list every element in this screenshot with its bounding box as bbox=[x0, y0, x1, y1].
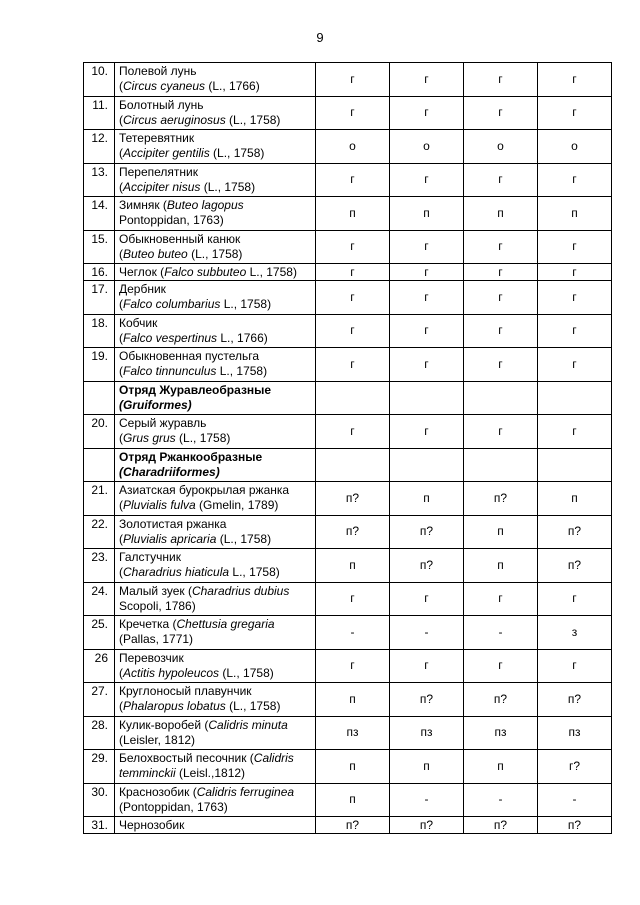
status-cell-1: п bbox=[316, 197, 390, 231]
species-row bbox=[84, 348, 612, 382]
species-name bbox=[115, 415, 316, 449]
status-cell-3: г bbox=[464, 230, 538, 264]
species-row bbox=[84, 515, 612, 549]
russian-name: Полевой лунь bbox=[119, 64, 197, 79]
row-number: 17. bbox=[84, 281, 115, 315]
status-cell-2 bbox=[390, 448, 464, 482]
paren-open: ( bbox=[119, 112, 123, 127]
row-number: 31. bbox=[84, 817, 115, 834]
order-name bbox=[115, 381, 316, 415]
status-cell-2: г bbox=[390, 281, 464, 315]
author-year: (L., 1758) bbox=[200, 179, 256, 194]
species-row bbox=[84, 482, 612, 516]
latin-name: Grus grus bbox=[123, 431, 176, 446]
latin-name: Charadrius hiaticula bbox=[123, 565, 230, 580]
order-russian-name: Отряд Журавлеобразные bbox=[119, 382, 272, 397]
species-row bbox=[84, 750, 612, 784]
status-cell-2: - bbox=[390, 616, 464, 650]
species-row bbox=[84, 817, 612, 834]
paren-open: ( bbox=[119, 297, 123, 312]
status-cell-1: г bbox=[316, 314, 390, 348]
status-cell-2: г bbox=[390, 314, 464, 348]
status-cell-3: г bbox=[464, 415, 538, 449]
row-number: 26 bbox=[84, 649, 115, 683]
row-number: 18. bbox=[84, 314, 115, 348]
paren-open: ( bbox=[119, 699, 123, 714]
paren-open: ( bbox=[119, 665, 123, 680]
author-year: (L., 1758) bbox=[219, 665, 274, 680]
status-cell-1 bbox=[316, 381, 390, 415]
status-cell-2: г bbox=[390, 230, 464, 264]
latin-name: Circus cyaneus bbox=[123, 79, 206, 94]
status-cell-3: п? bbox=[464, 817, 538, 834]
status-cell-1: - bbox=[316, 616, 390, 650]
latin-name: Falco vespertinus bbox=[123, 330, 218, 345]
author-year: (L., 1758) bbox=[175, 431, 231, 446]
species-name bbox=[115, 96, 316, 130]
paren-open: ( bbox=[119, 246, 123, 261]
status-cell-4: з bbox=[538, 616, 612, 650]
status-cell-3: п bbox=[464, 197, 538, 231]
russian-name: Белохвостый песочник ( bbox=[119, 751, 254, 766]
status-cell-4: пз bbox=[538, 716, 612, 750]
status-cell-2: п? bbox=[390, 817, 464, 834]
status-cell-2: г bbox=[390, 582, 464, 616]
order-row bbox=[84, 381, 612, 415]
status-cell-4: г bbox=[538, 264, 612, 281]
status-cell-4: г bbox=[538, 96, 612, 130]
status-cell-1: г bbox=[316, 96, 390, 130]
row-number: 22. bbox=[84, 515, 115, 549]
author-year: L., 1758) bbox=[229, 565, 280, 580]
paren-open: ( bbox=[119, 565, 123, 580]
status-cell-3: г bbox=[464, 649, 538, 683]
latin-genus: Calidris bbox=[253, 751, 294, 766]
russian-name: Серый журавль bbox=[119, 416, 207, 431]
russian-name: Галстучник bbox=[119, 550, 181, 565]
russian-name: Кречетка ( bbox=[119, 617, 177, 632]
latin-species: temminckii bbox=[119, 766, 176, 781]
order-latin-name: (Charadriiformes) bbox=[119, 464, 220, 479]
row-number: 14. bbox=[84, 197, 115, 231]
status-cell-2: п? bbox=[390, 515, 464, 549]
status-cell-4: п bbox=[538, 482, 612, 516]
species-row bbox=[84, 63, 612, 97]
latin-name: Actitis hypoleucos bbox=[123, 665, 220, 680]
status-cell-1: г bbox=[316, 281, 390, 315]
status-cell-4: г bbox=[538, 649, 612, 683]
row-number: 24. bbox=[84, 582, 115, 616]
species-name bbox=[115, 549, 316, 583]
species-row bbox=[84, 130, 612, 164]
status-cell-1: п bbox=[316, 683, 390, 717]
author-year: (Pallas, 1771) bbox=[119, 632, 194, 647]
latin-name: Chettusia gregaria bbox=[176, 617, 275, 632]
status-cell-2: о bbox=[390, 130, 464, 164]
russian-name: Кобчик bbox=[119, 315, 158, 330]
author-year: L., 1766) bbox=[217, 330, 268, 345]
status-cell-1: п bbox=[316, 549, 390, 583]
russian-name: Перевозчик bbox=[119, 650, 184, 665]
author-year: (Leisl.,1812) bbox=[175, 766, 246, 781]
paren-open: ( bbox=[119, 179, 123, 194]
status-cell-4: п? bbox=[538, 515, 612, 549]
species-row bbox=[84, 314, 612, 348]
status-cell-3: г bbox=[464, 96, 538, 130]
row-number: 16. bbox=[84, 264, 115, 281]
status-cell-2: г bbox=[390, 264, 464, 281]
status-cell-3: г bbox=[464, 63, 538, 97]
order-name bbox=[115, 448, 316, 482]
species-name bbox=[115, 716, 316, 750]
species-table bbox=[83, 62, 612, 834]
species-name bbox=[115, 817, 316, 834]
species-name bbox=[115, 314, 316, 348]
author-year: (L., 1766) bbox=[205, 79, 260, 94]
row-number: 23. bbox=[84, 549, 115, 583]
species-row bbox=[84, 549, 612, 583]
species-row bbox=[84, 683, 612, 717]
author-year: Pontoppidan, 1763) bbox=[119, 213, 224, 228]
species-name bbox=[115, 348, 316, 382]
row-number: 11. bbox=[84, 96, 115, 130]
row-number: 25. bbox=[84, 616, 115, 650]
status-cell-1 bbox=[316, 448, 390, 482]
species-row bbox=[84, 230, 612, 264]
species-row bbox=[84, 163, 612, 197]
species-name bbox=[115, 582, 316, 616]
species-row bbox=[84, 281, 612, 315]
status-cell-4: г bbox=[538, 415, 612, 449]
status-cell-3: п bbox=[464, 549, 538, 583]
russian-name: Тетеревятник bbox=[119, 131, 195, 146]
status-cell-1: пз bbox=[316, 716, 390, 750]
page-number: 9 bbox=[316, 30, 324, 45]
status-cell-3: п? bbox=[464, 482, 538, 516]
latin-name: Accipiter gentilis bbox=[123, 146, 210, 161]
status-cell-4: г bbox=[538, 63, 612, 97]
status-cell-2: - bbox=[390, 783, 464, 817]
status-cell-1: п? bbox=[316, 817, 390, 834]
status-cell-3: п bbox=[464, 750, 538, 784]
status-cell-2: г bbox=[390, 415, 464, 449]
row-number: 10. bbox=[84, 63, 115, 97]
status-cell-3: о bbox=[464, 130, 538, 164]
latin-name: Pluvialis apricaria bbox=[123, 531, 217, 546]
status-cell-4: г bbox=[538, 582, 612, 616]
row-number: 12. bbox=[84, 130, 115, 164]
status-cell-4: о bbox=[538, 130, 612, 164]
latin-name: Falco tinnunculus bbox=[123, 364, 217, 379]
russian-name: Кулик-воробей ( bbox=[119, 717, 209, 732]
species-row bbox=[84, 197, 612, 231]
paren-open: ( bbox=[119, 431, 123, 446]
status-cell-3: - bbox=[464, 783, 538, 817]
order-russian-name: Отряд Ржанкообразные bbox=[119, 449, 263, 464]
status-cell-3: г bbox=[464, 348, 538, 382]
status-cell-2 bbox=[390, 381, 464, 415]
author-year: L., 1758) bbox=[216, 364, 268, 379]
species-name bbox=[115, 281, 316, 315]
paren-open: ( bbox=[119, 364, 123, 379]
status-cell-3: - bbox=[464, 616, 538, 650]
status-cell-4: - bbox=[538, 783, 612, 817]
status-cell-1: п bbox=[316, 783, 390, 817]
latin-name: Circus aeruginosus bbox=[123, 112, 226, 127]
species-row bbox=[84, 649, 612, 683]
russian-name: Золотистая ржанка bbox=[119, 516, 227, 531]
status-cell-2: г bbox=[390, 63, 464, 97]
author-year: (L., 1758) bbox=[225, 112, 281, 127]
latin-name: Phalaropus lobatus bbox=[123, 699, 226, 714]
latin-name: Calidris minuta bbox=[208, 717, 288, 732]
status-cell-1: г bbox=[316, 649, 390, 683]
status-cell-1: г bbox=[316, 63, 390, 97]
latin-name: Charadrius dubius bbox=[191, 583, 290, 598]
species-name bbox=[115, 482, 316, 516]
author-year: L., 1758) bbox=[246, 264, 297, 279]
species-name bbox=[115, 230, 316, 264]
paren-open: ( bbox=[119, 330, 123, 345]
status-cell-4: г bbox=[538, 348, 612, 382]
status-cell-2: г bbox=[390, 348, 464, 382]
latin-name: Pluvialis fulva bbox=[123, 498, 196, 513]
russian-name: Краснозобик ( bbox=[119, 784, 197, 799]
status-cell-1: г bbox=[316, 582, 390, 616]
status-cell-1: о bbox=[316, 130, 390, 164]
row-number: 15. bbox=[84, 230, 115, 264]
russian-name: Азиатская бурокрылая ржанка bbox=[119, 483, 290, 498]
status-cell-4: п? bbox=[538, 817, 612, 834]
status-cell-4: п bbox=[538, 197, 612, 231]
status-cell-1: г bbox=[316, 230, 390, 264]
status-cell-1: г bbox=[316, 348, 390, 382]
author-year: (L., 1758) bbox=[225, 699, 281, 714]
status-cell-4 bbox=[538, 381, 612, 415]
species-row bbox=[84, 616, 612, 650]
status-cell-3: г bbox=[464, 582, 538, 616]
species-name bbox=[115, 515, 316, 549]
status-cell-1: г bbox=[316, 163, 390, 197]
row-number: 27. bbox=[84, 683, 115, 717]
paren-open: ( bbox=[119, 498, 123, 513]
russian-name: Чернозобик bbox=[119, 817, 185, 832]
status-cell-4: г bbox=[538, 281, 612, 315]
author-year: (L., 1758) bbox=[187, 246, 243, 261]
status-cell-4 bbox=[538, 448, 612, 482]
status-cell-4: г bbox=[538, 314, 612, 348]
status-cell-4: п? bbox=[538, 549, 612, 583]
russian-name: Малый зуек ( bbox=[119, 583, 192, 598]
author-year: (Leisler, 1812) bbox=[119, 732, 196, 747]
status-cell-2: г bbox=[390, 96, 464, 130]
russian-name: Круглоносый плавунчик bbox=[119, 684, 252, 699]
latin-name: Calidris ferruginea bbox=[196, 784, 295, 799]
species-row bbox=[84, 716, 612, 750]
status-cell-4: п? bbox=[538, 683, 612, 717]
status-cell-3: п? bbox=[464, 683, 538, 717]
row-number: 19. bbox=[84, 348, 115, 382]
author-year: (Gmelin, 1789) bbox=[195, 498, 279, 513]
status-cell-3: пз bbox=[464, 716, 538, 750]
status-cell-3: г bbox=[464, 314, 538, 348]
species-name bbox=[115, 63, 316, 97]
latin-name: Buteo lagopus bbox=[166, 198, 244, 213]
row-number: 28. bbox=[84, 716, 115, 750]
paren-open: ( bbox=[119, 79, 123, 94]
status-cell-1: п? bbox=[316, 515, 390, 549]
status-cell-1: п? bbox=[316, 482, 390, 516]
row-number: 13. bbox=[84, 163, 115, 197]
author-year: Scopoli, 1786) bbox=[119, 598, 196, 613]
species-name bbox=[115, 264, 316, 281]
status-cell-2: п bbox=[390, 750, 464, 784]
species-row bbox=[84, 96, 612, 130]
species-name bbox=[115, 683, 316, 717]
order-row bbox=[84, 448, 612, 482]
row-number: 29. bbox=[84, 750, 115, 784]
species-table-body bbox=[84, 63, 612, 834]
status-cell-1: г bbox=[316, 264, 390, 281]
status-cell-3: г bbox=[464, 163, 538, 197]
author-year: (Pontoppidan, 1763) bbox=[119, 799, 228, 814]
species-name bbox=[115, 197, 316, 231]
row-number bbox=[84, 381, 115, 415]
status-cell-2: г bbox=[390, 649, 464, 683]
species-row bbox=[84, 582, 612, 616]
order-latin-name: (Gruiformes) bbox=[119, 397, 192, 412]
status-cell-4: г bbox=[538, 163, 612, 197]
status-cell-2: п? bbox=[390, 549, 464, 583]
status-cell-2: п bbox=[390, 197, 464, 231]
status-cell-4: г bbox=[538, 230, 612, 264]
russian-name: Чеглок ( bbox=[119, 264, 165, 279]
species-row bbox=[84, 264, 612, 281]
species-row bbox=[84, 415, 612, 449]
status-cell-4: г? bbox=[538, 750, 612, 784]
status-cell-3 bbox=[464, 448, 538, 482]
latin-name: Accipiter nisus bbox=[123, 179, 201, 194]
latin-name: Buteo buteo bbox=[123, 246, 188, 261]
row-number: 21. bbox=[84, 482, 115, 516]
status-cell-3: г bbox=[464, 264, 538, 281]
status-cell-3: п bbox=[464, 515, 538, 549]
paren-open: ( bbox=[119, 146, 123, 161]
russian-name: Обыкновенная пустельга bbox=[119, 349, 260, 364]
row-number bbox=[84, 448, 115, 482]
status-cell-3: г bbox=[464, 281, 538, 315]
status-cell-1: г bbox=[316, 415, 390, 449]
species-name bbox=[115, 616, 316, 650]
species-name bbox=[115, 649, 316, 683]
status-cell-2: пз bbox=[390, 716, 464, 750]
row-number: 20. bbox=[84, 415, 115, 449]
latin-name: Falco columbarius bbox=[123, 297, 221, 312]
author-year: (L., 1758) bbox=[209, 146, 265, 161]
row-number: 30. bbox=[84, 783, 115, 817]
latin-name: Falco subbuteo bbox=[164, 264, 247, 279]
status-cell-2: п bbox=[390, 482, 464, 516]
species-name bbox=[115, 163, 316, 197]
status-cell-3 bbox=[464, 381, 538, 415]
author-year: L., 1758) bbox=[220, 297, 272, 312]
status-cell-2: п? bbox=[390, 683, 464, 717]
russian-name: Зимняк ( bbox=[119, 198, 167, 213]
paren-open: ( bbox=[119, 531, 123, 546]
species-name bbox=[115, 750, 316, 784]
status-cell-2: г bbox=[390, 163, 464, 197]
russian-name: Обыкновенный канюк bbox=[119, 231, 241, 246]
russian-name: Дербник bbox=[119, 282, 166, 297]
russian-name: Болотный лунь bbox=[119, 97, 204, 112]
status-cell-1: п bbox=[316, 750, 390, 784]
russian-name: Перепелятник bbox=[119, 164, 198, 179]
author-year: (L., 1758) bbox=[216, 531, 272, 546]
species-row bbox=[84, 783, 612, 817]
species-name bbox=[115, 783, 316, 817]
species-name bbox=[115, 130, 316, 164]
